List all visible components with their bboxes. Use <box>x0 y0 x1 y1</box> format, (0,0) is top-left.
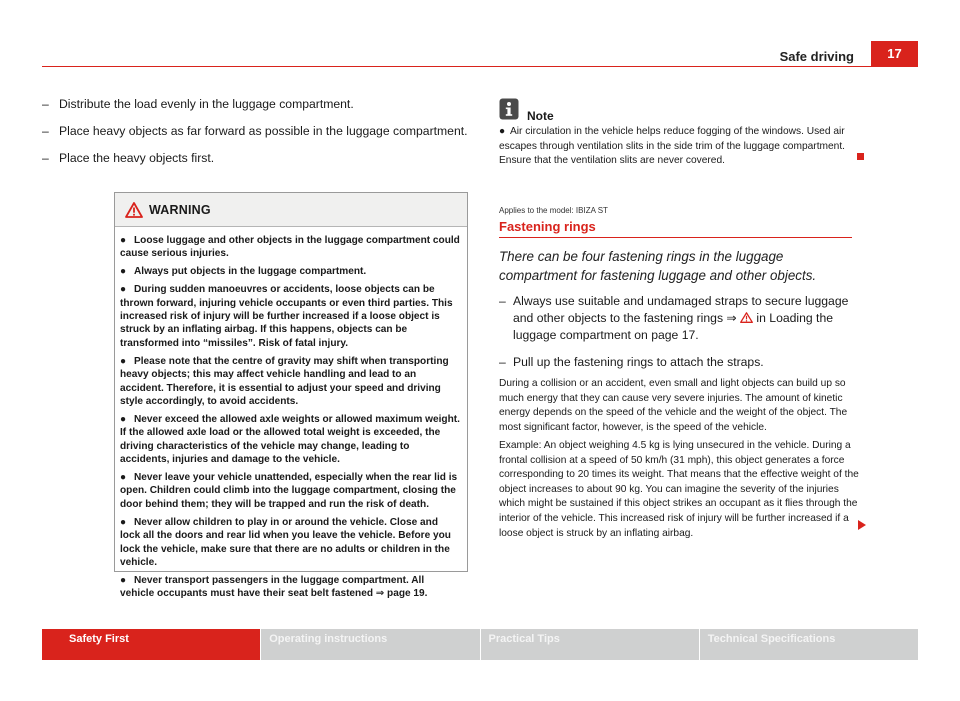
warning-item <box>120 265 460 278</box>
step-text: Place heavy objects as far forward as possible in the luggage compartment. <box>59 124 468 138</box>
warning-item-text: During sudden manoeuvres or accidents, loose objects can be thrown forward, injuring vehicle occupants or even third parties. This increased risk of injury will be further increased if a loose object is struck by an inflating airbag. If this happens, objects can be transformed into “missiles”. Risk of fatal injury. <box>120 284 453 349</box>
warning-item <box>120 413 460 467</box>
bullet: ● <box>120 284 127 296</box>
body-paragraph: During a collision or an accident, even small and light objects can build up so much energy that they can cause very severe injuries. The amount of kinetic energy depends on the speed of the vehicle and the weight of the object. The most significant factor, however, is the speed of the vehicle. <box>499 378 848 433</box>
section-title-rule <box>499 237 852 238</box>
warning-item-text: Never allow children to play in or around the vehicle. Close and lock all the doors and rear lid when you leave the vehicle. Before you lock the vehicle, make sure that there are no adults or children in the vehicle. <box>120 516 451 568</box>
body-paragraph: Example: An object weighing 4.5 kg is lying unsecured in the vehicle. During a frontal collision at a speed of 50 km/h (31 mph), this object generates a force corresponding to 20 times its weight. That means that the effective weight of the object increases to about 90 kg. You can imagine the severity of the injuries which might be sustained if this object strikes an occupant as it flies through the interior of the vehicle. This increased risk of injury will be further increased if a loose object is struck by an inflating airbag. <box>499 440 859 539</box>
warning-item-text: Never leave your vehicle unattended, especially when the rear lid is open. Children could climb into the luggage compartment, closing the door behind them; they will be trapped and run the risk of death. <box>120 472 458 510</box>
warning-item-text: Loose luggage and other objects in the luggage compartment could cause serious injuries. <box>120 235 460 260</box>
right-steps <box>499 293 859 381</box>
step-item <box>499 354 859 371</box>
tab-operating-instructions[interactable]: Operating instructions <box>261 629 480 660</box>
warning-header <box>115 193 467 227</box>
warning-item-text: Never exceed the allowed axle weights or allowed maximum weight. If the allowed axle load or the allowed total weight is exceeded, the driving characteristics of the vehicle may change, leading to accidents, injuries and damage to the vehicle. <box>120 413 460 466</box>
warning-item <box>120 574 460 601</box>
warning-item <box>120 283 460 350</box>
footer-tabs <box>42 629 918 660</box>
bullet: ● <box>120 472 127 483</box>
bullet: ● <box>120 266 127 278</box>
warning-item-text: Never transport passengers in the luggage compartment. All vehicle occupants must have their seat belt fastened ⇒ page 19. <box>120 574 428 600</box>
step-dash: – <box>42 97 49 111</box>
section-title: Fastening rings <box>499 219 596 234</box>
bullet: ● <box>120 413 127 425</box>
page-section-title: Safe driving <box>779 49 854 64</box>
step-dash: – <box>499 294 506 308</box>
cross-reference-link[interactable]: in Loading the luggage compartment on page 17. <box>513 311 833 342</box>
step-dash: – <box>42 124 49 138</box>
note-text: Air circulation in the vehicle helps reduce fogging of the windows. Used air escapes through ventilation slits in the side trim of the luggage compartment. Ensure that the ventilation slits are never covered. <box>499 126 845 166</box>
warning-item <box>120 516 460 570</box>
bullet: ● <box>120 235 127 246</box>
step-item <box>499 293 859 344</box>
note-title: Note <box>527 109 554 123</box>
step-text: Place the heavy objects first. <box>59 151 215 165</box>
bullet: ● <box>120 355 127 367</box>
warning-body <box>115 227 467 601</box>
step-dash: – <box>42 151 49 165</box>
step-item <box>42 123 468 140</box>
tab-safety-first[interactable]: Safety First <box>42 629 261 660</box>
bullet: ● <box>120 574 127 586</box>
section-intro: There can be four fastening rings in the luggage compartment for fastening luggage and other objects. <box>499 249 817 283</box>
warning-title: WARNING <box>149 203 211 217</box>
header-divider <box>42 66 918 67</box>
left-steps <box>42 96 468 177</box>
warning-box <box>114 192 468 600</box>
bullet: ● <box>499 126 506 137</box>
bullet: ● <box>120 516 127 528</box>
note-body <box>499 125 851 169</box>
warning-triangle-icon <box>125 202 143 218</box>
section-end-icon <box>857 153 864 160</box>
applies-to-model: Applies to the model: IBIZA ST <box>499 206 608 215</box>
step-text: Pull up the fastening rings to attach the straps. <box>513 355 764 369</box>
info-note-icon <box>499 98 519 120</box>
warning-item-text: Please note that the centre of gravity may shift when transporting heavy objects; this may affect vehicle handling and lead to an accident. Therefore, it is essential to adjust your speed and driving style accordingly, to avoid accidents. <box>120 355 449 407</box>
step-text: Distribute the load evenly in the luggage compartment. <box>59 97 354 111</box>
warning-item <box>120 234 460 261</box>
page-number: 17 <box>871 41 918 67</box>
warning-item <box>120 471 460 511</box>
tab-practical-tips[interactable]: Practical Tips <box>481 629 700 660</box>
step-dash: – <box>499 355 506 369</box>
step-text-before: Always use suitable and undamaged straps to secure luggage and other objects to the fastening rings ⇒ <box>513 294 849 325</box>
warning-triangle-icon[interactable] <box>740 312 753 323</box>
step-item <box>42 150 468 167</box>
step-item <box>42 96 468 113</box>
continue-arrow-icon <box>858 520 866 530</box>
warning-item-text: Always put objects in the luggage compartment. <box>134 266 367 278</box>
warning-item <box>120 355 460 409</box>
tab-technical-specifications[interactable]: Technical Specifications <box>700 629 918 660</box>
